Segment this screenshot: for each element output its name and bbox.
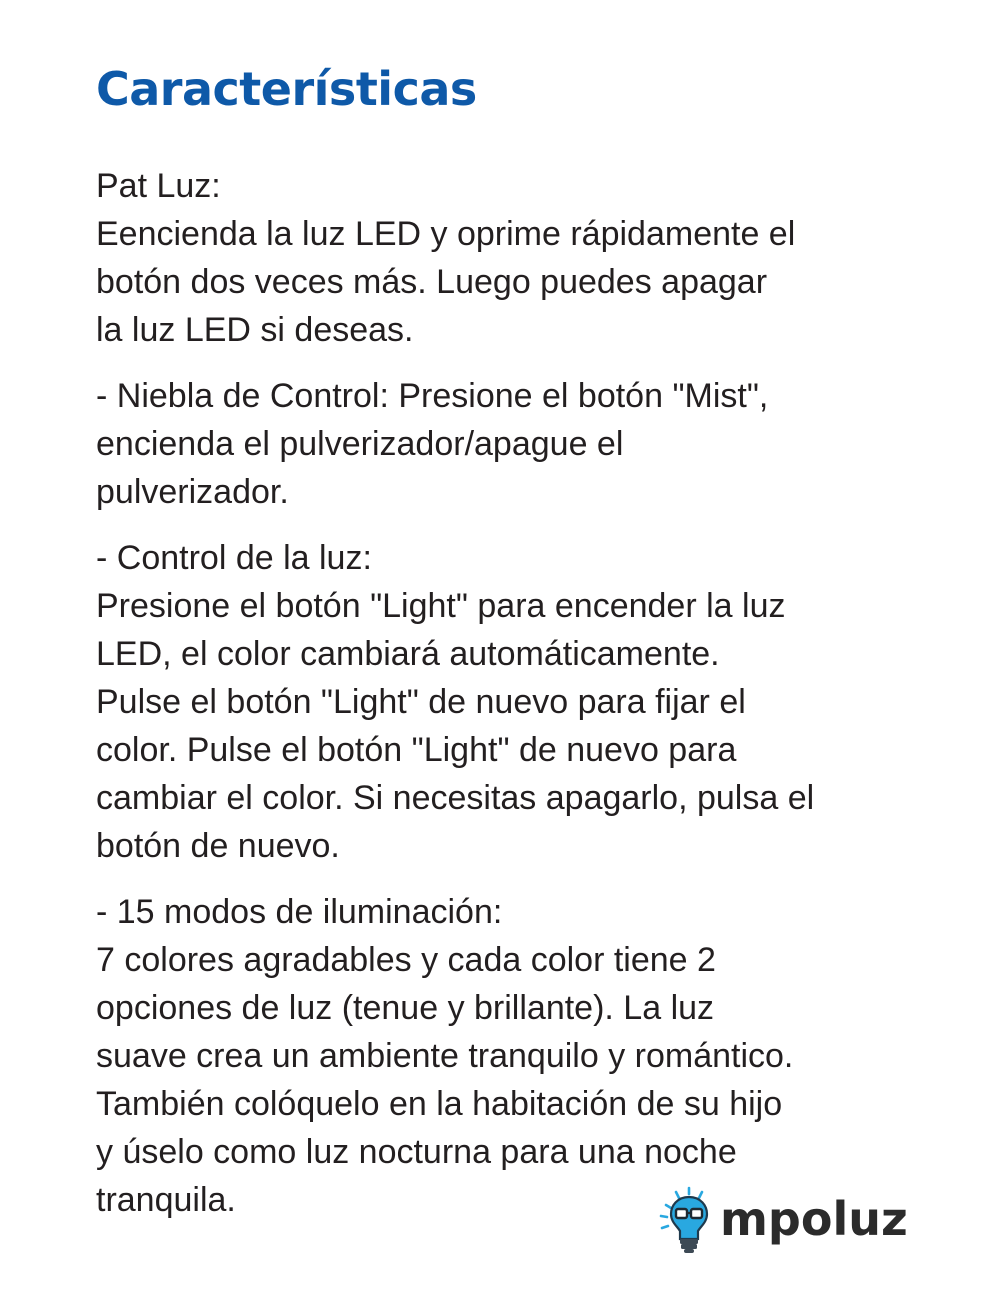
text-line: botón dos veces más. Luego puedes apagar: [96, 263, 768, 301]
text-line: LED, el color cambiará automáticamente.: [96, 635, 720, 673]
text-line: suave crea un ambiente tranquilo y romántico.: [96, 1037, 794, 1075]
text-line: cambiar el color. Si necesitas apagarlo, pulsa el: [96, 779, 815, 817]
text-line: botón de nuevo.: [96, 827, 340, 865]
logo-wordmark: mpoluz: [720, 1192, 908, 1246]
feature-mist-control: [96, 372, 926, 516]
text-line: Presione el botón "Light" para encender la luz: [96, 587, 786, 625]
text-line: la luz LED si deseas.: [96, 311, 414, 349]
text-line: Pat Luz:: [96, 167, 221, 205]
text-line: tranquila.: [96, 1181, 236, 1219]
feature-pat-luz: [96, 162, 926, 354]
text-line: También colóquelo en la habitación de su hijo: [96, 1085, 783, 1123]
text-line: - Control de la luz:: [96, 539, 372, 577]
text-line: y úselo como luz nocturna para una noche: [96, 1133, 737, 1171]
lightbulb-with-glasses-icon: [656, 1185, 728, 1257]
text-line: - 15 modos de iluminación:: [96, 893, 503, 931]
page-title: Características: [96, 62, 477, 116]
text-line: 7 colores agradables y cada color tiene 2: [96, 941, 716, 979]
text-line: Pulse el botón "Light" de nuevo para fijar el: [96, 683, 746, 721]
text-line: color. Pulse el botón "Light" de nuevo para: [96, 731, 737, 769]
text-line: opciones de luz (tenue y brillante). La luz: [96, 989, 715, 1027]
features-list: [96, 162, 926, 1224]
text-line: encienda el pulverizador/apague el: [96, 425, 624, 463]
feature-light-control: [96, 534, 926, 870]
feature-lighting-modes: [96, 888, 926, 1224]
text-line: pulverizador.: [96, 473, 289, 511]
text-line: - Niebla de Control: Presione el botón "Mist",: [96, 377, 769, 415]
text-line: Eencienda la luz LED y oprime rápidamente el: [96, 215, 796, 253]
impoluz-logo: [656, 1185, 921, 1257]
